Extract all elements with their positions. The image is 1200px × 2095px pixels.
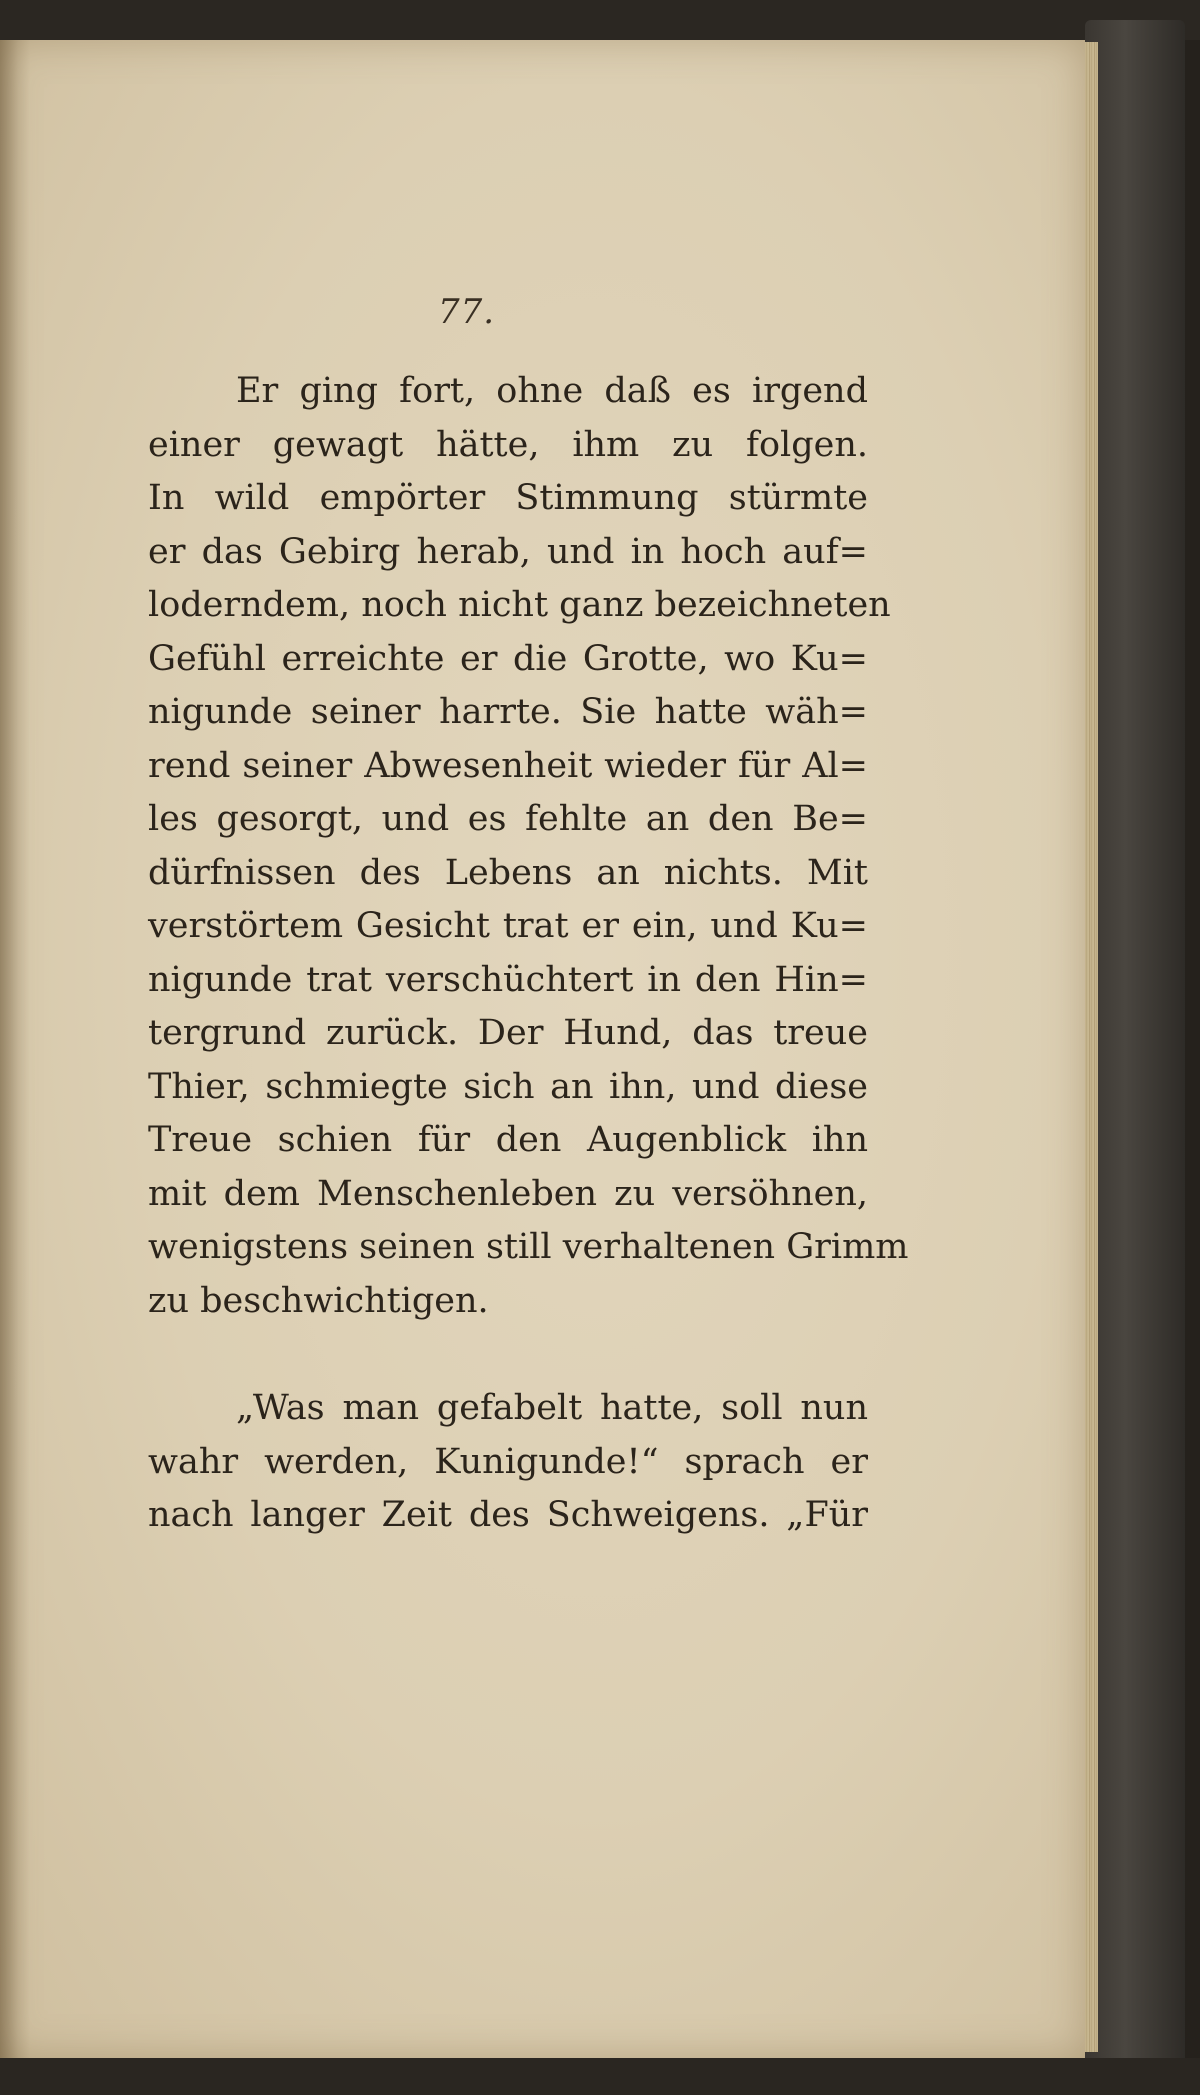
text-line: er das Gebirg herab, und in hoch auf= bbox=[148, 531, 868, 572]
text-line: Er ging fort, ohne daß es irgend bbox=[236, 371, 868, 411]
text-line: dürfnissen des Lebens an nichts. Mit bbox=[148, 852, 868, 893]
text-line: Gefühl erreichte er die Grotte, wo Ku= bbox=[148, 638, 868, 679]
text-line: einer gewagt hätte, ihm zu folgen. bbox=[148, 424, 868, 465]
page-gutter-shadow bbox=[0, 40, 30, 2058]
text-line: zu beschwichtigen. bbox=[148, 1280, 489, 1321]
text-line: „Was man gefabelt hatte, soll nun bbox=[236, 1388, 868, 1428]
text-line: wenigstens seinen still verhaltenen Grimm bbox=[148, 1227, 909, 1267]
text-line: Thier, schmiegte sich an ihn, und diese bbox=[148, 1066, 868, 1107]
text-line: loderndem, noch nicht ganz bezeichneten bbox=[148, 585, 891, 625]
text-line: wahr werden, Kunigunde!“ sprach er bbox=[148, 1441, 868, 1482]
page-number: 77. bbox=[438, 292, 496, 332]
text-line: tergrund zurück. Der Hund, das treue bbox=[148, 1013, 868, 1053]
text-line: verstörtem Gesicht trat er ein, und Ku= bbox=[148, 906, 868, 946]
scan-background-top bbox=[0, 0, 1200, 40]
text-line: In wild empörter Stimmung stürmte bbox=[148, 478, 868, 518]
scan-background-bottom bbox=[0, 2058, 1200, 2095]
text-line: Treue schien für den Augenblick ihn bbox=[148, 1120, 868, 1160]
paragraph-gap bbox=[148, 1328, 868, 1382]
body-text bbox=[148, 365, 909, 1543]
text-line: nigunde seiner harrte. Sie hatte wäh= bbox=[148, 692, 868, 732]
text-line: nigunde trat verschüchtert in den Hin= bbox=[148, 959, 868, 1000]
text-line: rend seiner Abwesenheit wieder für Al= bbox=[148, 745, 868, 786]
text-line: mit dem Menschenleben zu versöhnen, bbox=[148, 1173, 868, 1214]
paragraph-1 bbox=[148, 365, 909, 1328]
book-cover-board bbox=[1085, 20, 1185, 2080]
text-line: nach langer Zeit des Schweigens. „Für bbox=[148, 1495, 868, 1535]
paragraph-2 bbox=[148, 1382, 868, 1543]
text-line: les gesorgt, und es fehlte an den Be= bbox=[148, 799, 868, 839]
